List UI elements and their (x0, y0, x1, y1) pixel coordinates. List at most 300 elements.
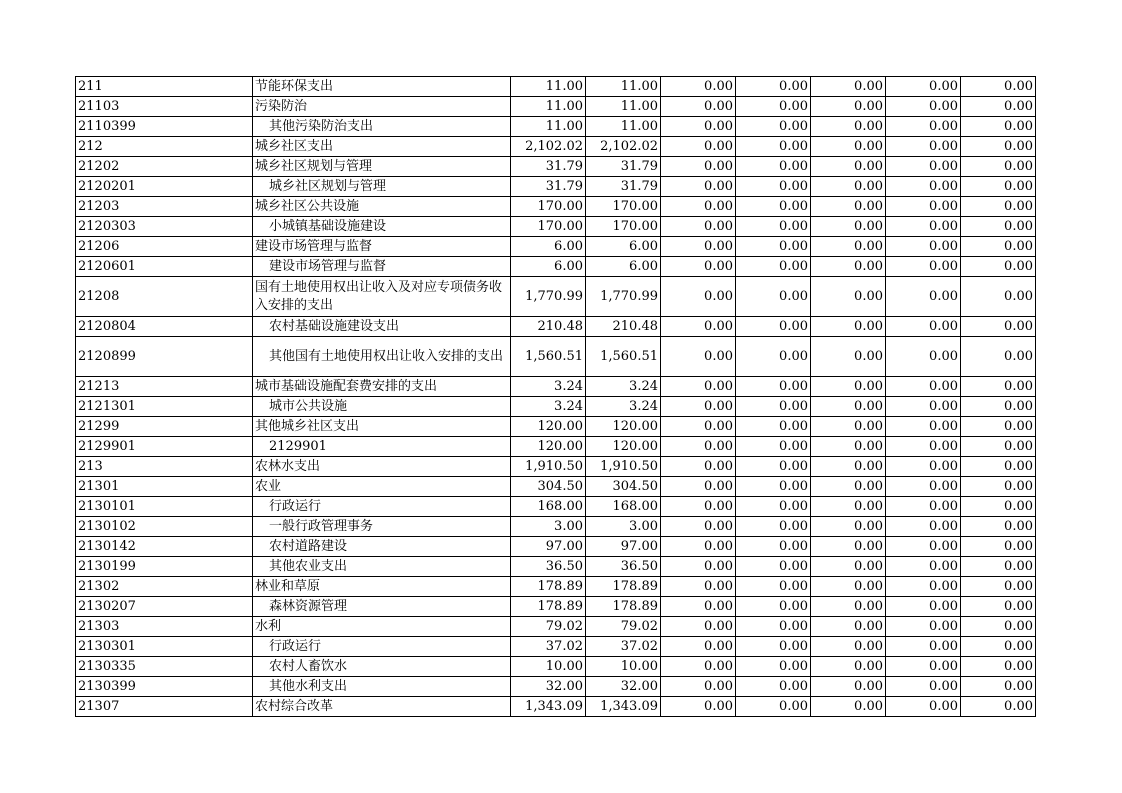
amount-cell: 120.00 (586, 437, 661, 457)
amount-cell: 0.00 (811, 77, 886, 97)
amount-cell: 0.00 (661, 517, 736, 537)
amount-cell: 178.89 (586, 577, 661, 597)
amount-cell: 1,910.50 (586, 457, 661, 477)
table-row (76, 397, 1036, 417)
amount-cell: 170.00 (511, 217, 586, 237)
subject-name-cell: 其他城乡社区支出 (253, 417, 511, 437)
subject-name-cell: 小城镇基础设施建设 (253, 217, 511, 237)
subject-code-cell: 2120804 (76, 317, 253, 337)
amount-cell: 6.00 (586, 257, 661, 277)
subject-name-cell: 森林资源管理 (253, 597, 511, 617)
amount-cell: 0.00 (661, 617, 736, 637)
subject-name-cell: 城乡社区公共设施 (253, 197, 511, 217)
amount-cell: 0.00 (661, 177, 736, 197)
subject-name-cell: 行政运行 (253, 637, 511, 657)
amount-cell: 3.24 (511, 397, 586, 417)
amount-cell: 0.00 (736, 217, 811, 237)
amount-cell: 3.24 (511, 377, 586, 397)
subject-code-cell: 2121301 (76, 397, 253, 417)
amount-cell: 0.00 (961, 337, 1036, 377)
amount-cell: 0.00 (961, 677, 1036, 697)
table-row (76, 337, 1036, 377)
amount-cell: 0.00 (811, 177, 886, 197)
subject-name-cell: 水利 (253, 617, 511, 637)
subject-code-cell: 2130399 (76, 677, 253, 697)
amount-cell: 0.00 (886, 177, 961, 197)
amount-cell: 11.00 (586, 97, 661, 117)
amount-cell: 0.00 (811, 197, 886, 217)
subject-code-cell: 21307 (76, 697, 253, 717)
amount-cell: 0.00 (811, 97, 886, 117)
amount-cell: 0.00 (886, 697, 961, 717)
amount-cell: 6.00 (511, 257, 586, 277)
subject-name-cell: 其他污染防治支出 (253, 117, 511, 137)
amount-cell: 0.00 (661, 457, 736, 477)
amount-cell: 0.00 (811, 237, 886, 257)
table-row (76, 457, 1036, 477)
subject-name-cell: 2129901 (253, 437, 511, 457)
subject-code-cell: 212 (76, 137, 253, 157)
subject-name-cell: 其他水利支出 (253, 677, 511, 697)
amount-cell: 0.00 (661, 277, 736, 317)
amount-cell: 0.00 (811, 117, 886, 137)
amount-cell: 0.00 (811, 557, 886, 577)
subject-name-cell: 城乡社区规划与管理 (253, 157, 511, 177)
subject-name-cell: 行政运行 (253, 497, 511, 517)
amount-cell: 0.00 (961, 697, 1036, 717)
amount-cell: 0.00 (811, 537, 886, 557)
amount-cell: 0.00 (661, 237, 736, 257)
amount-cell: 0.00 (736, 657, 811, 677)
amount-cell: 11.00 (511, 117, 586, 137)
amount-cell: 2,102.02 (586, 137, 661, 157)
table-row (76, 517, 1036, 537)
subject-name-cell: 污染防治 (253, 97, 511, 117)
table-row (76, 557, 1036, 577)
table-row (76, 157, 1036, 177)
amount-cell: 0.00 (886, 597, 961, 617)
amount-cell: 0.00 (811, 337, 886, 377)
subject-code-cell: 2130199 (76, 557, 253, 577)
subject-name-cell: 城市基础设施配套费安排的支出 (253, 377, 511, 397)
amount-cell: 0.00 (736, 437, 811, 457)
subject-code-cell: 21202 (76, 157, 253, 177)
amount-cell: 0.00 (736, 637, 811, 657)
amount-cell: 3.24 (586, 377, 661, 397)
amount-cell: 0.00 (736, 557, 811, 577)
amount-cell: 0.00 (961, 377, 1036, 397)
table-row (76, 577, 1036, 597)
amount-cell: 0.00 (886, 557, 961, 577)
amount-cell: 0.00 (811, 317, 886, 337)
subject-code-cell: 213 (76, 457, 253, 477)
amount-cell: 31.79 (586, 177, 661, 197)
amount-cell: 0.00 (886, 537, 961, 557)
amount-cell: 304.50 (511, 477, 586, 497)
table-row (76, 117, 1036, 137)
amount-cell: 1,560.51 (511, 337, 586, 377)
amount-cell: 0.00 (961, 177, 1036, 197)
table-row (76, 277, 1036, 317)
amount-cell: 0.00 (961, 157, 1036, 177)
amount-cell: 210.48 (586, 317, 661, 337)
amount-cell: 0.00 (661, 77, 736, 97)
amount-cell: 0.00 (886, 637, 961, 657)
table-row (76, 597, 1036, 617)
amount-cell: 0.00 (661, 597, 736, 617)
subject-name-cell: 节能环保支出 (253, 77, 511, 97)
amount-cell: 0.00 (661, 697, 736, 717)
subject-code-cell: 2130207 (76, 597, 253, 617)
amount-cell: 0.00 (811, 217, 886, 237)
table-row (76, 477, 1036, 497)
amount-cell: 0.00 (736, 517, 811, 537)
subject-code-cell: 21203 (76, 197, 253, 217)
subject-code-cell: 2110399 (76, 117, 253, 137)
amount-cell: 1,770.99 (586, 277, 661, 317)
amount-cell: 0.00 (661, 497, 736, 517)
amount-cell: 0.00 (811, 377, 886, 397)
subject-code-cell: 21303 (76, 617, 253, 637)
subject-name-cell: 建设市场管理与监督 (253, 257, 511, 277)
amount-cell: 0.00 (886, 677, 961, 697)
amount-cell: 0.00 (811, 697, 886, 717)
amount-cell: 0.00 (736, 77, 811, 97)
amount-cell: 0.00 (886, 417, 961, 437)
amount-cell: 120.00 (586, 417, 661, 437)
amount-cell: 0.00 (661, 337, 736, 377)
amount-cell: 97.00 (586, 537, 661, 557)
amount-cell: 0.00 (661, 577, 736, 597)
amount-cell: 0.00 (661, 477, 736, 497)
amount-cell: 0.00 (886, 377, 961, 397)
amount-cell: 2,102.02 (511, 137, 586, 157)
amount-cell: 0.00 (961, 497, 1036, 517)
amount-cell: 0.00 (886, 617, 961, 637)
subject-code-cell: 21302 (76, 577, 253, 597)
amount-cell: 6.00 (511, 237, 586, 257)
amount-cell: 11.00 (511, 97, 586, 117)
table-row (76, 177, 1036, 197)
amount-cell: 0.00 (961, 277, 1036, 317)
table-row (76, 77, 1036, 97)
table-row (76, 617, 1036, 637)
amount-cell: 0.00 (961, 557, 1036, 577)
amount-cell: 0.00 (886, 97, 961, 117)
amount-cell: 0.00 (811, 417, 886, 437)
amount-cell: 6.00 (586, 237, 661, 257)
amount-cell: 170.00 (586, 217, 661, 237)
amount-cell: 0.00 (961, 477, 1036, 497)
amount-cell: 0.00 (736, 197, 811, 217)
amount-cell: 0.00 (661, 257, 736, 277)
amount-cell: 0.00 (736, 617, 811, 637)
amount-cell: 0.00 (886, 157, 961, 177)
amount-cell: 0.00 (736, 537, 811, 557)
amount-cell: 1,770.99 (511, 277, 586, 317)
amount-cell: 3.00 (511, 517, 586, 537)
subject-code-cell: 21103 (76, 97, 253, 117)
amount-cell: 0.00 (961, 397, 1036, 417)
table-row (76, 197, 1036, 217)
amount-cell: 0.00 (736, 117, 811, 137)
amount-cell: 0.00 (661, 677, 736, 697)
amount-cell: 10.00 (511, 657, 586, 677)
amount-cell: 0.00 (736, 677, 811, 697)
table-body (76, 77, 1036, 717)
amount-cell: 31.79 (511, 157, 586, 177)
amount-cell: 36.50 (511, 557, 586, 577)
amount-cell: 0.00 (961, 137, 1036, 157)
table-row (76, 317, 1036, 337)
amount-cell: 178.89 (511, 597, 586, 617)
subject-name-cell: 农村道路建设 (253, 537, 511, 557)
amount-cell: 0.00 (811, 677, 886, 697)
amount-cell: 170.00 (511, 197, 586, 217)
amount-cell: 0.00 (736, 597, 811, 617)
amount-cell: 0.00 (736, 377, 811, 397)
amount-cell: 11.00 (511, 77, 586, 97)
amount-cell: 210.48 (511, 317, 586, 337)
amount-cell: 0.00 (886, 337, 961, 377)
subject-code-cell: 2130102 (76, 517, 253, 537)
subject-name-cell: 城乡社区规划与管理 (253, 177, 511, 197)
amount-cell: 304.50 (586, 477, 661, 497)
amount-cell: 0.00 (961, 457, 1036, 477)
subject-code-cell: 2130335 (76, 657, 253, 677)
amount-cell: 0.00 (961, 657, 1036, 677)
amount-cell: 0.00 (736, 317, 811, 337)
table-row (76, 657, 1036, 677)
amount-cell: 0.00 (961, 597, 1036, 617)
amount-cell: 0.00 (736, 697, 811, 717)
amount-cell: 0.00 (661, 437, 736, 457)
amount-cell: 0.00 (886, 457, 961, 477)
subject-name-cell: 农林水支出 (253, 457, 511, 477)
subject-code-cell: 21301 (76, 477, 253, 497)
subject-code-cell: 21213 (76, 377, 253, 397)
subject-name-cell: 城乡社区支出 (253, 137, 511, 157)
amount-cell: 0.00 (661, 157, 736, 177)
amount-cell: 0.00 (811, 457, 886, 477)
amount-cell: 0.00 (961, 577, 1036, 597)
amount-cell: 10.00 (586, 657, 661, 677)
table-row (76, 537, 1036, 557)
amount-cell: 0.00 (886, 237, 961, 257)
table-row (76, 237, 1036, 257)
amount-cell: 37.02 (511, 637, 586, 657)
amount-cell: 0.00 (961, 617, 1036, 637)
amount-cell: 79.02 (586, 617, 661, 637)
amount-cell: 0.00 (961, 537, 1036, 557)
table-row (76, 497, 1036, 517)
amount-cell: 0.00 (661, 137, 736, 157)
subject-code-cell: 2120601 (76, 257, 253, 277)
amount-cell: 0.00 (661, 217, 736, 237)
subject-code-cell: 2129901 (76, 437, 253, 457)
subject-code-cell: 211 (76, 77, 253, 97)
amount-cell: 0.00 (961, 77, 1036, 97)
amount-cell: 0.00 (961, 97, 1036, 117)
amount-cell: 0.00 (886, 657, 961, 677)
amount-cell: 0.00 (811, 657, 886, 677)
table-row (76, 437, 1036, 457)
amount-cell: 168.00 (511, 497, 586, 517)
table-row (76, 137, 1036, 157)
amount-cell: 37.02 (586, 637, 661, 657)
amount-cell: 0.00 (961, 237, 1036, 257)
amount-cell: 0.00 (736, 257, 811, 277)
amount-cell: 0.00 (811, 597, 886, 617)
subject-name-cell: 其他农业支出 (253, 557, 511, 577)
amount-cell: 0.00 (961, 517, 1036, 537)
amount-cell: 0.00 (736, 457, 811, 477)
table-row (76, 417, 1036, 437)
amount-cell: 0.00 (961, 317, 1036, 337)
amount-cell: 0.00 (661, 317, 736, 337)
table-row (76, 217, 1036, 237)
amount-cell: 0.00 (961, 117, 1036, 137)
amount-cell: 32.00 (511, 677, 586, 697)
amount-cell: 0.00 (661, 417, 736, 437)
amount-cell: 0.00 (886, 577, 961, 597)
amount-cell: 0.00 (661, 97, 736, 117)
amount-cell: 0.00 (661, 197, 736, 217)
amount-cell: 97.00 (511, 537, 586, 557)
amount-cell: 0.00 (886, 517, 961, 537)
amount-cell: 0.00 (811, 137, 886, 157)
subject-name-cell: 建设市场管理与监督 (253, 237, 511, 257)
amount-cell: 0.00 (736, 397, 811, 417)
amount-cell: 0.00 (886, 437, 961, 457)
amount-cell: 0.00 (886, 497, 961, 517)
amount-cell: 0.00 (961, 217, 1036, 237)
table-row (76, 677, 1036, 697)
budget-expenditure-table (75, 76, 1036, 717)
amount-cell: 0.00 (886, 137, 961, 157)
amount-cell: 0.00 (736, 97, 811, 117)
amount-cell: 0.00 (961, 637, 1036, 657)
subject-name-cell: 其他国有土地使用权出让收入安排的支出 (253, 337, 511, 377)
amount-cell: 0.00 (886, 477, 961, 497)
amount-cell: 79.02 (511, 617, 586, 637)
amount-cell: 0.00 (961, 417, 1036, 437)
subject-name-cell: 农村基础设施建设支出 (253, 317, 511, 337)
amount-cell: 0.00 (886, 397, 961, 417)
amount-cell: 1,343.09 (511, 697, 586, 717)
subject-code-cell: 2130101 (76, 497, 253, 517)
subject-code-cell: 2120303 (76, 217, 253, 237)
amount-cell: 0.00 (736, 337, 811, 377)
amount-cell: 31.79 (586, 157, 661, 177)
amount-cell: 0.00 (811, 397, 886, 417)
amount-cell: 178.89 (511, 577, 586, 597)
amount-cell: 0.00 (886, 257, 961, 277)
subject-name-cell: 城市公共设施 (253, 397, 511, 417)
amount-cell: 3.00 (586, 517, 661, 537)
amount-cell: 0.00 (811, 517, 886, 537)
amount-cell: 0.00 (886, 317, 961, 337)
amount-cell: 11.00 (586, 117, 661, 137)
subject-code-cell: 21208 (76, 277, 253, 317)
amount-cell: 0.00 (661, 557, 736, 577)
amount-cell: 0.00 (661, 377, 736, 397)
amount-cell: 0.00 (886, 277, 961, 317)
amount-cell: 31.79 (511, 177, 586, 197)
amount-cell: 32.00 (586, 677, 661, 697)
amount-cell: 120.00 (511, 437, 586, 457)
amount-cell: 0.00 (736, 277, 811, 317)
table-row (76, 97, 1036, 117)
amount-cell: 168.00 (586, 497, 661, 517)
amount-cell: 0.00 (811, 477, 886, 497)
amount-cell: 0.00 (811, 637, 886, 657)
amount-cell: 0.00 (661, 637, 736, 657)
amount-cell: 0.00 (811, 277, 886, 317)
amount-cell: 0.00 (961, 257, 1036, 277)
amount-cell: 3.24 (586, 397, 661, 417)
amount-cell: 120.00 (511, 417, 586, 437)
amount-cell: 0.00 (736, 137, 811, 157)
amount-cell: 1,560.51 (586, 337, 661, 377)
amount-cell: 0.00 (736, 497, 811, 517)
amount-cell: 0.00 (811, 437, 886, 457)
amount-cell: 1,343.09 (586, 697, 661, 717)
subject-code-cell: 2120201 (76, 177, 253, 197)
subject-code-cell: 2130142 (76, 537, 253, 557)
subject-name-cell: 农村人畜饮水 (253, 657, 511, 677)
amount-cell: 0.00 (886, 77, 961, 97)
table-row (76, 637, 1036, 657)
amount-cell: 0.00 (886, 197, 961, 217)
amount-cell: 170.00 (586, 197, 661, 217)
amount-cell: 0.00 (736, 577, 811, 597)
subject-code-cell: 21206 (76, 237, 253, 257)
subject-name-cell: 国有土地使用权出让收入及对应专项债务收入安排的支出 (253, 277, 511, 317)
subject-code-cell: 2130301 (76, 637, 253, 657)
amount-cell: 0.00 (811, 257, 886, 277)
subject-name-cell: 一般行政管理事务 (253, 517, 511, 537)
subject-code-cell: 2120899 (76, 337, 253, 377)
amount-cell: 0.00 (811, 617, 886, 637)
subject-code-cell: 21299 (76, 417, 253, 437)
amount-cell: 0.00 (886, 217, 961, 237)
amount-cell: 0.00 (736, 157, 811, 177)
subject-name-cell: 农村综合改革 (253, 697, 511, 717)
subject-name-cell: 农业 (253, 477, 511, 497)
amount-cell: 0.00 (811, 497, 886, 517)
amount-cell: 11.00 (586, 77, 661, 97)
amount-cell: 0.00 (961, 197, 1036, 217)
amount-cell: 0.00 (736, 237, 811, 257)
table-row (76, 257, 1036, 277)
amount-cell: 0.00 (811, 157, 886, 177)
amount-cell: 0.00 (736, 477, 811, 497)
amount-cell: 0.00 (661, 117, 736, 137)
amount-cell: 0.00 (661, 657, 736, 677)
amount-cell: 178.89 (586, 597, 661, 617)
amount-cell: 0.00 (736, 177, 811, 197)
subject-name-cell: 林业和草原 (253, 577, 511, 597)
amount-cell: 0.00 (961, 437, 1036, 457)
amount-cell: 0.00 (661, 397, 736, 417)
table-row (76, 377, 1036, 397)
amount-cell: 0.00 (811, 577, 886, 597)
amount-cell: 1,910.50 (511, 457, 586, 477)
amount-cell: 0.00 (661, 537, 736, 557)
amount-cell: 36.50 (586, 557, 661, 577)
amount-cell: 0.00 (886, 117, 961, 137)
